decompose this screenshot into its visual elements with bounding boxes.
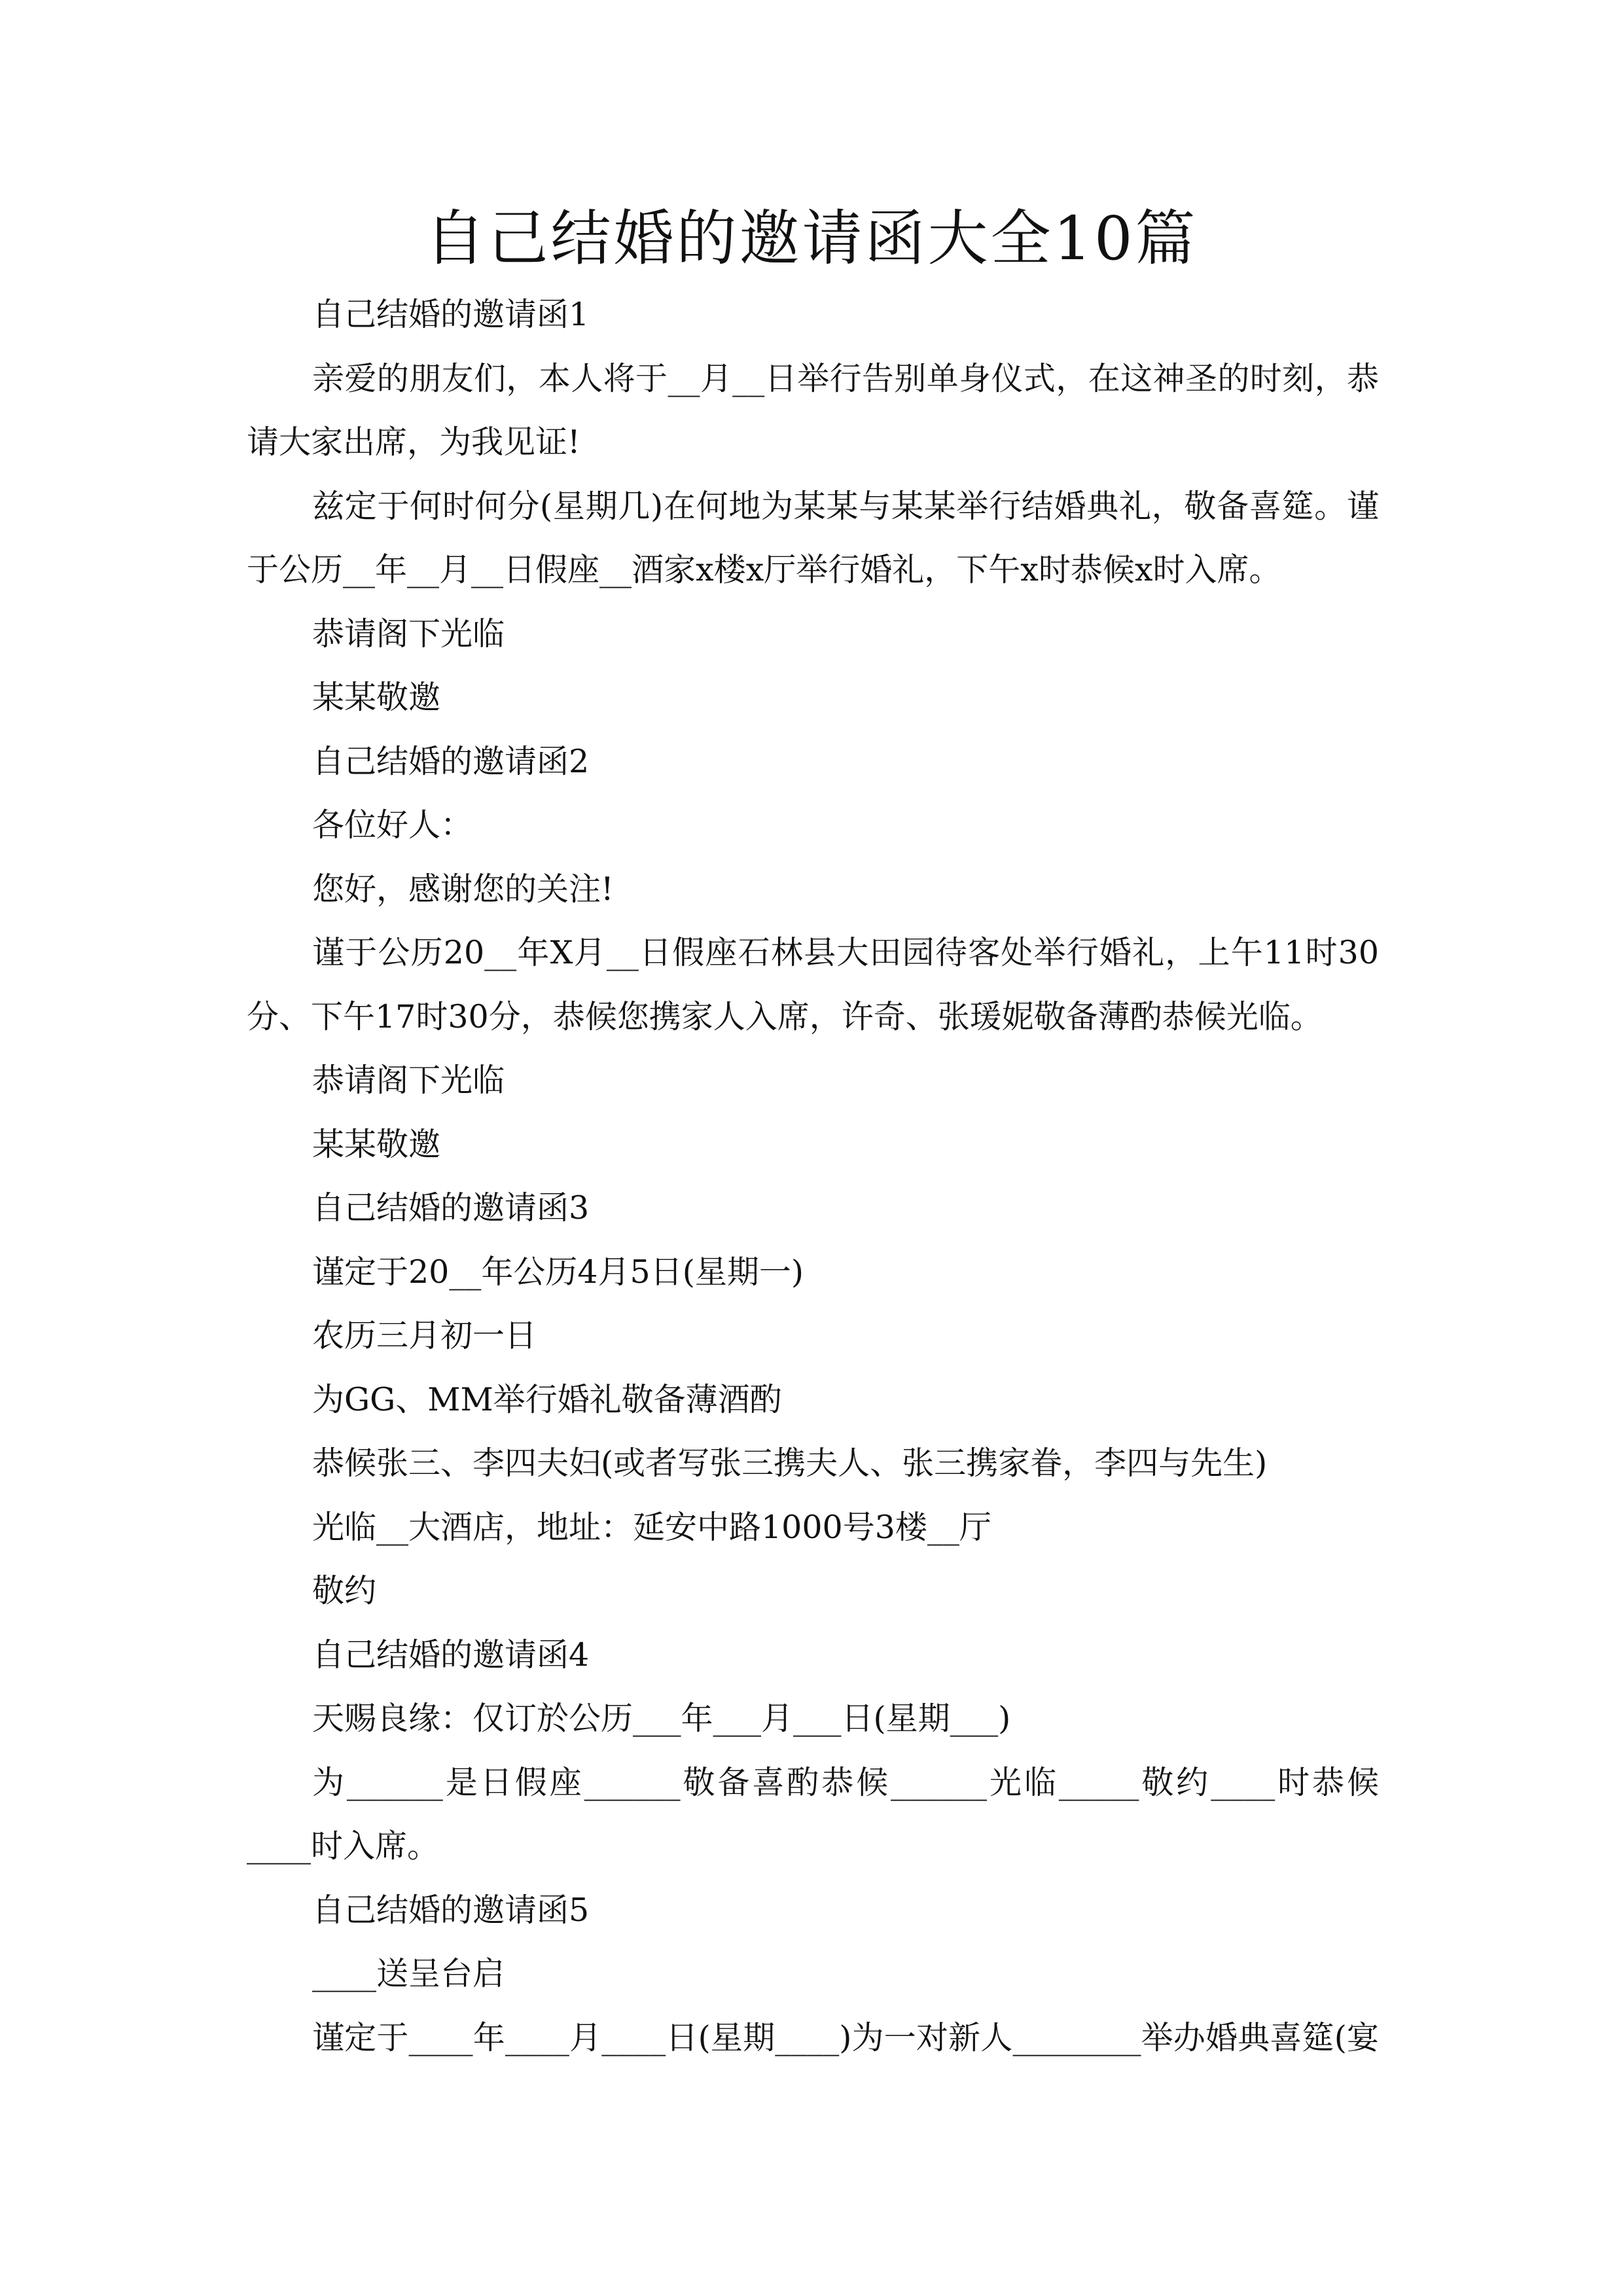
paragraph-line: 为______是日假座______敬备喜酌恭候______光临_____敬约____时恭候 bbox=[312, 1763, 1379, 1801]
paragraph-line: 天赐良缘：仅订於公历___年___月___日(星期___) bbox=[312, 1700, 1011, 1737]
paragraph-line: 各位好人： bbox=[312, 806, 473, 844]
paragraph-line: 您好，感谢您的关注! bbox=[312, 870, 614, 908]
paragraph-line: 谨定于____年____月____日(星期____)为一对新人________举办婚典喜筵(宴 bbox=[312, 2018, 1379, 2056]
paragraph-line: 为GG、MM举行婚礼敬备薄酒酌 bbox=[312, 1380, 782, 1418]
paragraph-line: 亲爱的朋友们，本人将于__月__日举行告别单身仪式，在这神圣的时刻，恭 bbox=[312, 359, 1379, 397]
paragraph-line: 某某敬邀 bbox=[312, 1125, 441, 1163]
paragraph-line: 敬约 bbox=[312, 1572, 377, 1609]
paragraph-line: ____时入席。 bbox=[247, 1827, 440, 1865]
section-heading: 自己结婚的邀请函3 bbox=[312, 1189, 590, 1227]
document-title: 自己结婚的邀请函大全10篇 bbox=[425, 204, 1198, 274]
paragraph-line: 谨于公历20__年X月__日假座石林县大田园待客处举行婚礼，上午11时30 bbox=[312, 934, 1379, 971]
paragraph-line: 某某敬邀 bbox=[312, 679, 441, 716]
section-heading: 自己结婚的邀请函1 bbox=[312, 296, 590, 333]
document-body bbox=[247, 283, 1379, 2070]
paragraph-line: 光临__大酒店，地址：延安中路1000号3楼__厅 bbox=[312, 1508, 991, 1546]
paragraph-line: 农历三月初一日 bbox=[312, 1317, 537, 1354]
section-heading: 自己结婚的邀请函2 bbox=[312, 742, 590, 780]
paragraph-line: 恭候张三、李四夫妇(或者写张三携夫人、张三携家眷，李四与先生) bbox=[312, 1444, 1268, 1482]
paragraph-line: 兹定于何时何分(星期几)在何地为某某与某某举行结婚典礼，敬备喜筵。谨 bbox=[312, 487, 1379, 525]
paragraph-line: 请大家出席，为我见证! bbox=[247, 423, 580, 461]
paragraph-line: 分、下午17时30分，恭候您携家人入席，许奇、张瑗妮敬备薄酌恭候光临。 bbox=[247, 997, 1323, 1035]
section-heading: 自己结婚的邀请函5 bbox=[312, 1891, 590, 1929]
section-heading: 自己结婚的邀请函4 bbox=[312, 1636, 590, 1674]
paragraph-line: 恭请阁下光临 bbox=[312, 615, 505, 653]
paragraph-line: 于公历__年__月__日假座__酒家x楼x厅举行婚礼，下午x时恭候x时入席。 bbox=[247, 551, 1281, 588]
paragraph-line: ____送呈台启 bbox=[312, 1955, 505, 1992]
paragraph-line: 谨定于20__年公历4月5日(星期一) bbox=[312, 1253, 804, 1291]
paragraph-line: 恭请阁下光临 bbox=[312, 1062, 505, 1099]
